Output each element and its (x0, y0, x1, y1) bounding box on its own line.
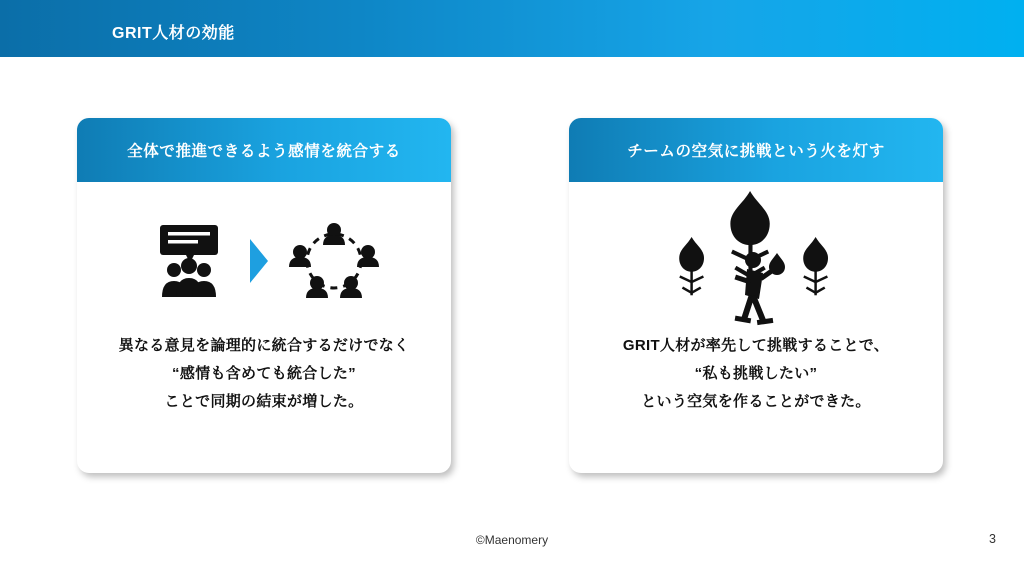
card-right-caption-line-3: という空気を作ることができた。 (641, 392, 871, 410)
card-right-caption (569, 332, 943, 415)
card-right-caption-line-2: “私も挑戦したい” (694, 364, 818, 382)
card-left-icon-area (77, 182, 451, 332)
card-left (77, 118, 451, 473)
team-circle-network-icon (288, 221, 380, 301)
copyright-text: ©Maenomery (475, 533, 549, 547)
card-right-caption-line-1: GRIT人材が率先して挑戦することで、 (622, 337, 890, 354)
flames-and-torch-person-illustration (651, 189, 861, 334)
page-title: GRIT人材の効能 (112, 25, 235, 42)
card-left-caption (77, 332, 451, 415)
card-left-caption-line-1: 異なる意見を論理的に統合するだけでなく (118, 337, 410, 354)
card-right-header (569, 118, 943, 182)
page-number: 3 (989, 532, 996, 546)
card-right-heading: チームの空気に挑戦という火を灯す (627, 143, 885, 160)
card-right-body (569, 182, 943, 473)
card-left-body (77, 182, 451, 473)
card-left-heading: 全体で推進できるよう感情を統合する (127, 143, 401, 160)
card-left-caption-line-2: “感情も含めても統合した” (172, 364, 356, 382)
card-right-icon-area (569, 182, 943, 332)
person-with-torch-icon (734, 252, 785, 325)
slide-header-bar (0, 0, 1024, 57)
card-right (569, 118, 943, 473)
card-left-caption-line-3: ことで同期の結束が増した。 (164, 392, 364, 410)
right-triangle-arrow-icon (248, 237, 270, 285)
flame-icon (679, 237, 704, 295)
card-left-header (77, 118, 451, 182)
presentation-board-with-people-icon (148, 223, 230, 299)
flame-icon (803, 237, 828, 295)
